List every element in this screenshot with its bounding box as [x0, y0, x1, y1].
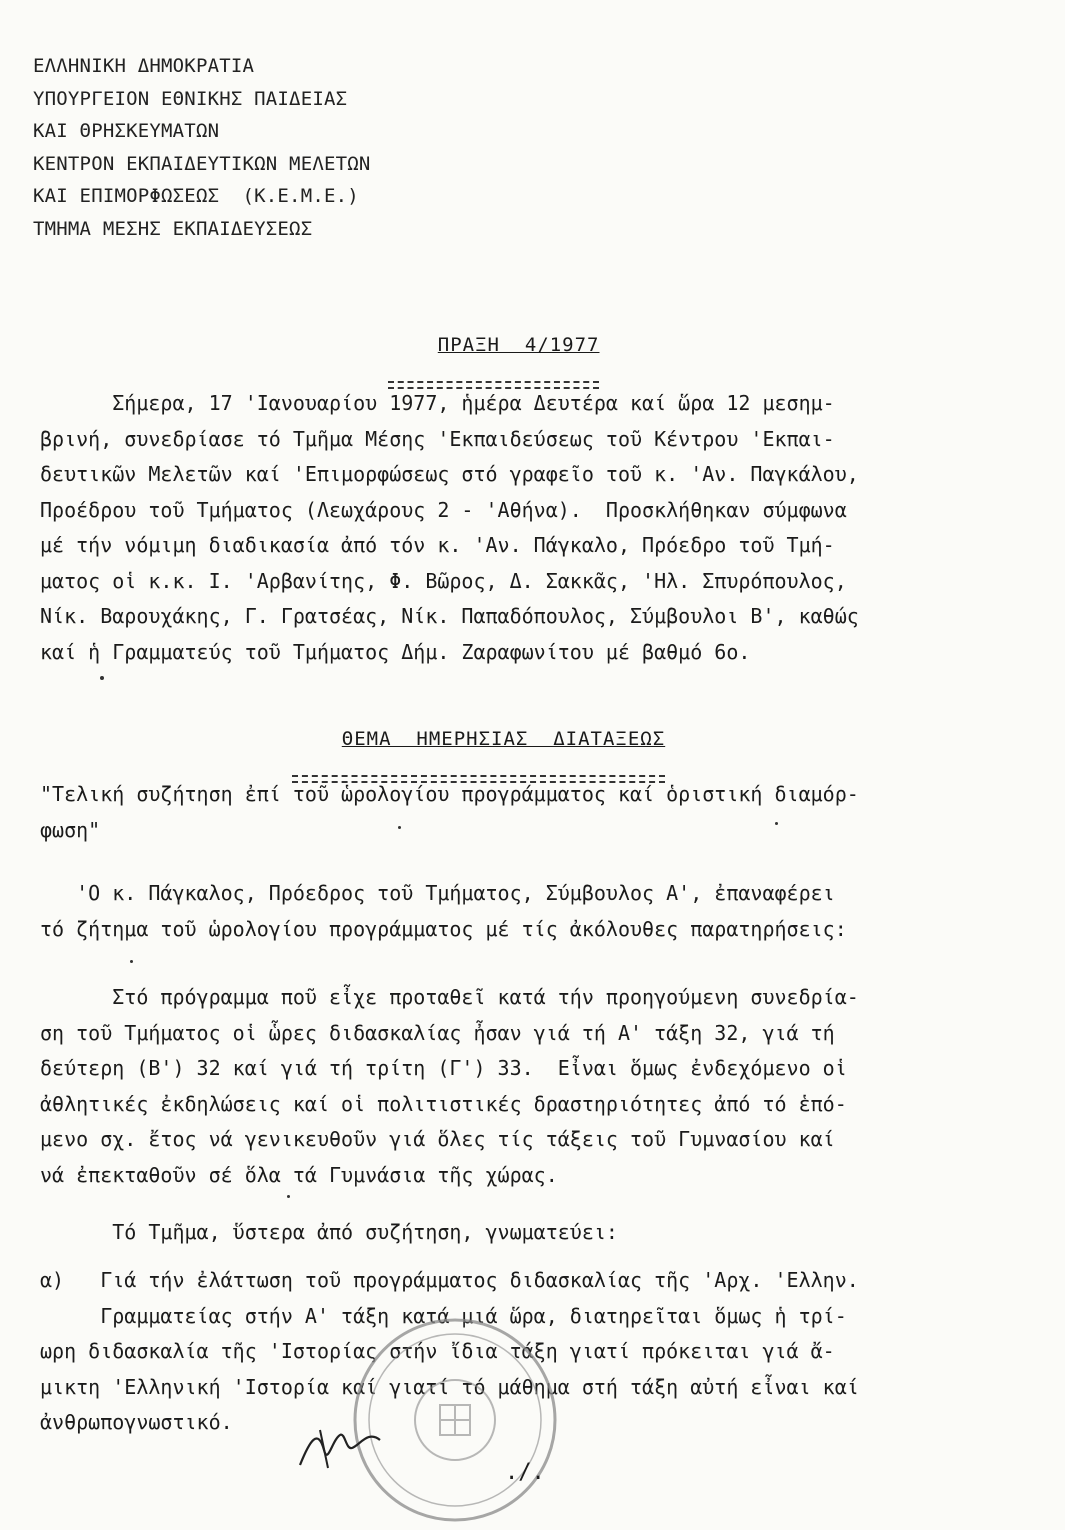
paper-speck [130, 960, 133, 963]
text-line: μέ τήν νόμιμη διαδικασία ἀπό τόν κ. 'Αν. Πάγκαλο, Πρόεδρο τοῦ Τμή- [40, 533, 835, 557]
letterhead-line: ΤΜΗΜΑ ΜΕΣΗΣ ΕΚΠΑΙΔΕΥΣΕΩΣ [33, 217, 313, 240]
text-line: ση τοῦ Τμήματος οἱ ὧρες διδασκαλίας ἦσαν γιά τή Α' τάξη 32, γιά τή [40, 1020, 835, 1045]
text-line: βρινή, συνεδρίασε τό Τμῆμα Μέσης 'Εκπαιδεύσεως τοῦ Κέντρου 'Εκπαι- [40, 426, 835, 451]
text-line: 'Ο κ. Πάγκαλος, Πρόεδρος τοῦ Τμήματος, Σύμβουλος Α', ἐπαναφέρει [40, 881, 835, 905]
text-line: Τό Τμῆμα, ὕστερα ἀπό συζήτηση, γνωματεύει: [40, 1220, 618, 1244]
text-line: "Τελική συζήτηση ἐπί τοῦ ὡρολογίου προγράμματος καί ὁριστική διαμόρ- [40, 782, 859, 806]
intro-paragraph [40, 386, 859, 670]
text-line: μενο σχ. ἔτος νά γενικευθοῦν γιά ὅλες τίς τάξεις τοῦ Γυμνασίου καί [40, 1127, 835, 1151]
title-text: ΠΡΑΞΗ 4/1977 [437, 334, 600, 356]
text-line: φωση" [40, 817, 101, 842]
text-line: δευτικῶν Μελετῶν καί 'Επιμορφώσεως στό γραφεῖο τοῦ κ. 'Αν. Παγκάλου, [40, 462, 859, 486]
text-line: ἀθλητικές ἐκδηλώσεις καί οἱ πολιτιστικές δραστηριότητες ἀπό τό ἑπό- [40, 1091, 847, 1116]
text-line: μικτη 'Ελληνική 'Ιστορία καί γιατί τό μάθημα στή τάξη αὐτή εἶναι καί [40, 1374, 859, 1399]
text-line: Νίκ. Βαρουχάκης, Γ. Γρατσέας, Νίκ. Παπαδόπουλος, Σύμβουλοι Β', καθώς [40, 604, 859, 628]
letterhead-line: ΚΑΙ ΘΡΗΣΚΕΥΜΑΤΩΝ [33, 120, 220, 142]
letterhead-line: ΕΛΛΗΝΙΚΗ ΔΗΜΟΚΡΑΤΙΑ [33, 55, 255, 77]
text-line: δεύτερη (Β') 32 καί γιά τή τρίτη (Γ') 33. Εἶναι ὅμως ἐνδεχόμενο οἱ [40, 1056, 847, 1080]
text-line: α) Γιά τήν ἐλάττωση τοῦ προγράμματος διδασκαλίας τῆς 'Αρχ. 'Ελλην. [40, 1268, 859, 1292]
text-line: ἀνθρωπογνωστικό. [40, 1410, 233, 1434]
chair-remarks-paragraph [40, 876, 847, 947]
text-line: νά ἐπεκταθοῦν σέ ὅλα τά Γυμνάσια τῆς χώρας. [40, 1162, 558, 1187]
text-line: ματος οἱ κ.κ. Ι. 'Αρβανίτης, Φ. Βῶρος, Δ. Σακκᾶς, 'Ηλ. Σπυρόπουλος, [40, 568, 847, 593]
continuation-text: ./. [505, 1460, 545, 1485]
opinion-intro [40, 1215, 618, 1251]
text-line: Προέδρου τοῦ Τμήματος (Λεωχάρους 2 - 'Αθήνα). Προσκλήθηκαν σύμφωνα [40, 497, 847, 522]
paper-speck [775, 822, 778, 825]
agenda-subject [40, 777, 859, 848]
paper-speck [287, 1195, 290, 1198]
paper-speck [100, 676, 104, 680]
handwritten-signature [290, 1410, 410, 1480]
letterhead-line: ΚΕΝΤΡΟΝ ΕΚΠΑΙΔΕΥΤΙΚΩΝ ΜΕΛΕΤΩΝ [33, 152, 371, 175]
paper-speck [398, 826, 401, 829]
text-line: καί ἡ Γραμματεύς τοῦ Τμήματος Δήμ. Ζαραφωνίτου μέ βαθμό 6ο. [40, 639, 751, 664]
text-line: τό ζήτημα τοῦ ὡρολογίου προγράμματος μέ τίς ἀκόλουθες παρατηρήσεις: [40, 916, 847, 941]
text-line: Στό πρόγραμμα ποῦ εἶχε προταθεῖ κατά τήν προηγούμενη συνεδρία- [40, 985, 859, 1009]
text-line: Σήμερα, 17 'Ιανουαρίου 1977, ἡμέρα Δευτέρα καί ὥρα 12 μεσημ- [40, 391, 835, 415]
letterhead-line: ΥΠΟΥΡΓΕΙΟΝ ΕΘΝΙΚΗΣ ΠΑΙΔΕΙΑΣ [33, 87, 348, 110]
agenda-heading-text: ΘΕΜΑ ΗΜΕΡΗΣΙΑΣ ΔΙΑΤΑΞΕΩΣ [341, 728, 666, 750]
continuation-mark [505, 1455, 545, 1491]
text-line: Γραμματείας στήν Α' τάξη κατά μιά ὥρα, διατηρεῖται ὅμως ἡ τρί- [40, 1303, 847, 1328]
text-line: ωρη διδασκαλία τῆς 'Ιστορίας στήν ἴδια τάξη γιατί πρόκειται γιά ἄ- [40, 1339, 835, 1363]
letterhead-line: ΚΑΙ ΕΠΙΜΟΡΦΩΣΕΩΣ (Κ.Ε.Μ.Ε.) [33, 185, 359, 207]
letterhead [33, 50, 371, 245]
program-paragraph [40, 980, 859, 1193]
